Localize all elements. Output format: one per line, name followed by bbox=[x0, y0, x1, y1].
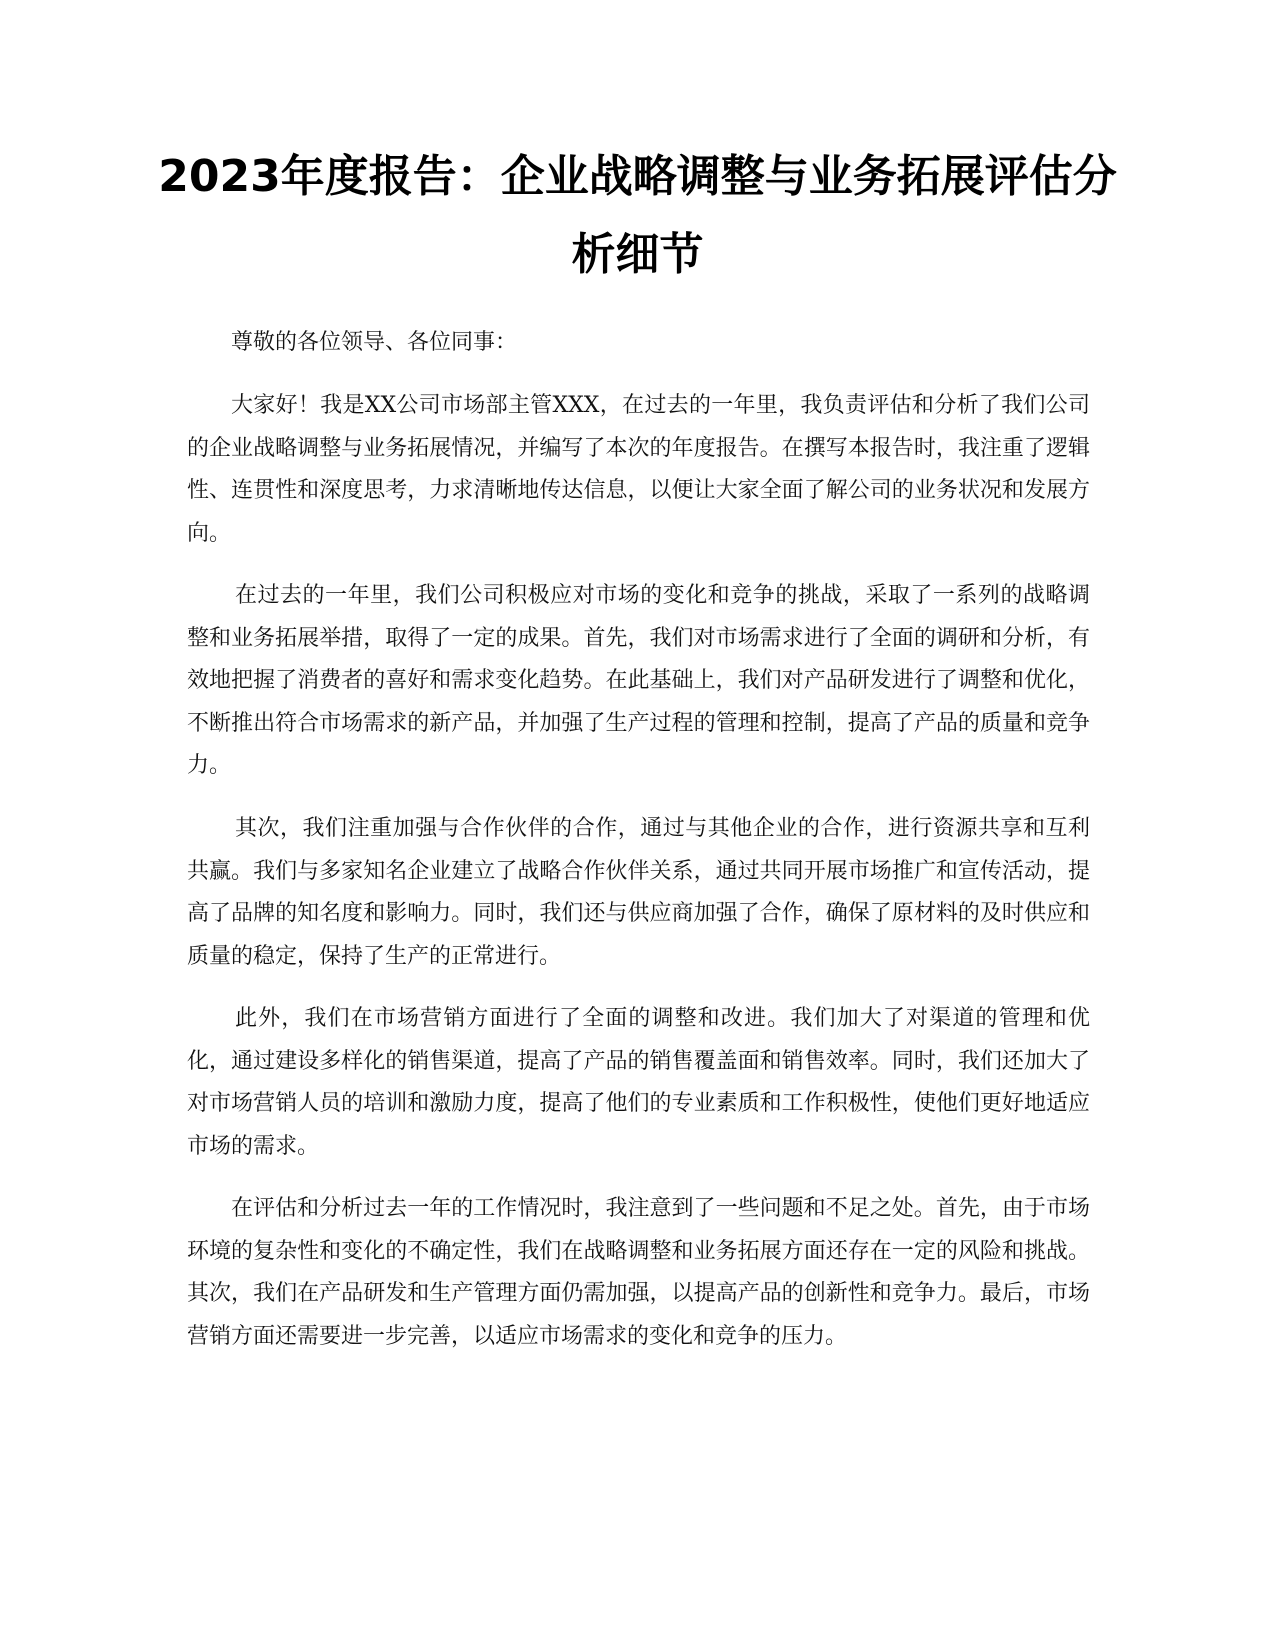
paragraph-intro: 大家好！我是XX公司市场部主管XXX，在过去的一年里，我负责评估和分析了我们公司的企业战略调整与业务拓展情况，并编写了本次的年度报告。在撰写本报告时，我注重了逻辑性、连贯性和深度思考，力求清晰地传达信息，以便让大家全面了解公司的业务状况和发展方向。 bbox=[187, 393, 1090, 546]
document-title: 2023年度报告：企业战略调整与业务拓展评估分析细节 bbox=[158, 151, 1117, 280]
paragraph-partnership: 其次，我们注重加强与合作伙伴的合作，通过与其他企业的合作，进行资源共享和互利共赢。我们与多家知名企业建立了战略合作伙伴关系，通过共同开展市场推广和宣传活动，提高了品牌的知名度和影响力。同时，我们还与供应商加强了合作，确保了原材料的及时供应和质量的稳定，保持了生产的正常进行。 bbox=[187, 816, 1090, 969]
paragraph-issues: 在评估和分析过去一年的工作情况时，我注意到了一些问题和不足之处。首先，由于市场环境的复杂性和变化的不确定性，我们在战略调整和业务拓展方面还存在一定的风险和挑战。其次，我们在产品研发和生产管理方面仍需加强，以提高产品的创新性和竞争力。最后，市场营销方面还需要进一步完善，以适应市场需求的变化和竞争的压力。 bbox=[187, 1196, 1090, 1349]
paragraph-strategy: 在过去的一年里，我们公司积极应对市场的变化和竞争的挑战，采取了一系列的战略调整和业务拓展举措，取得了一定的成果。首先，我们对市场需求进行了全面的调研和分析，有效地把握了消费者的喜好和需求变化趋势。在此基础上，我们对产品研发进行了调整和优化，不断推出符合市场需求的新产品，并加强了生产过程的管理和控制，提高了产品的质量和竞争力。 bbox=[187, 583, 1090, 778]
greeting-line: 尊敬的各位领导、各位同事： bbox=[231, 330, 518, 355]
paragraph-marketing: 此外，我们在市场营销方面进行了全面的调整和改进。我们加大了对渠道的管理和优化，通过建设多样化的销售渠道，提高了产品的销售覆盖面和销售效率。同时，我们还加大了对市场营销人员的培训和激励力度，提高了他们的专业素质和工作积极性，使他们更好地适应市场的需求。 bbox=[187, 1006, 1090, 1159]
